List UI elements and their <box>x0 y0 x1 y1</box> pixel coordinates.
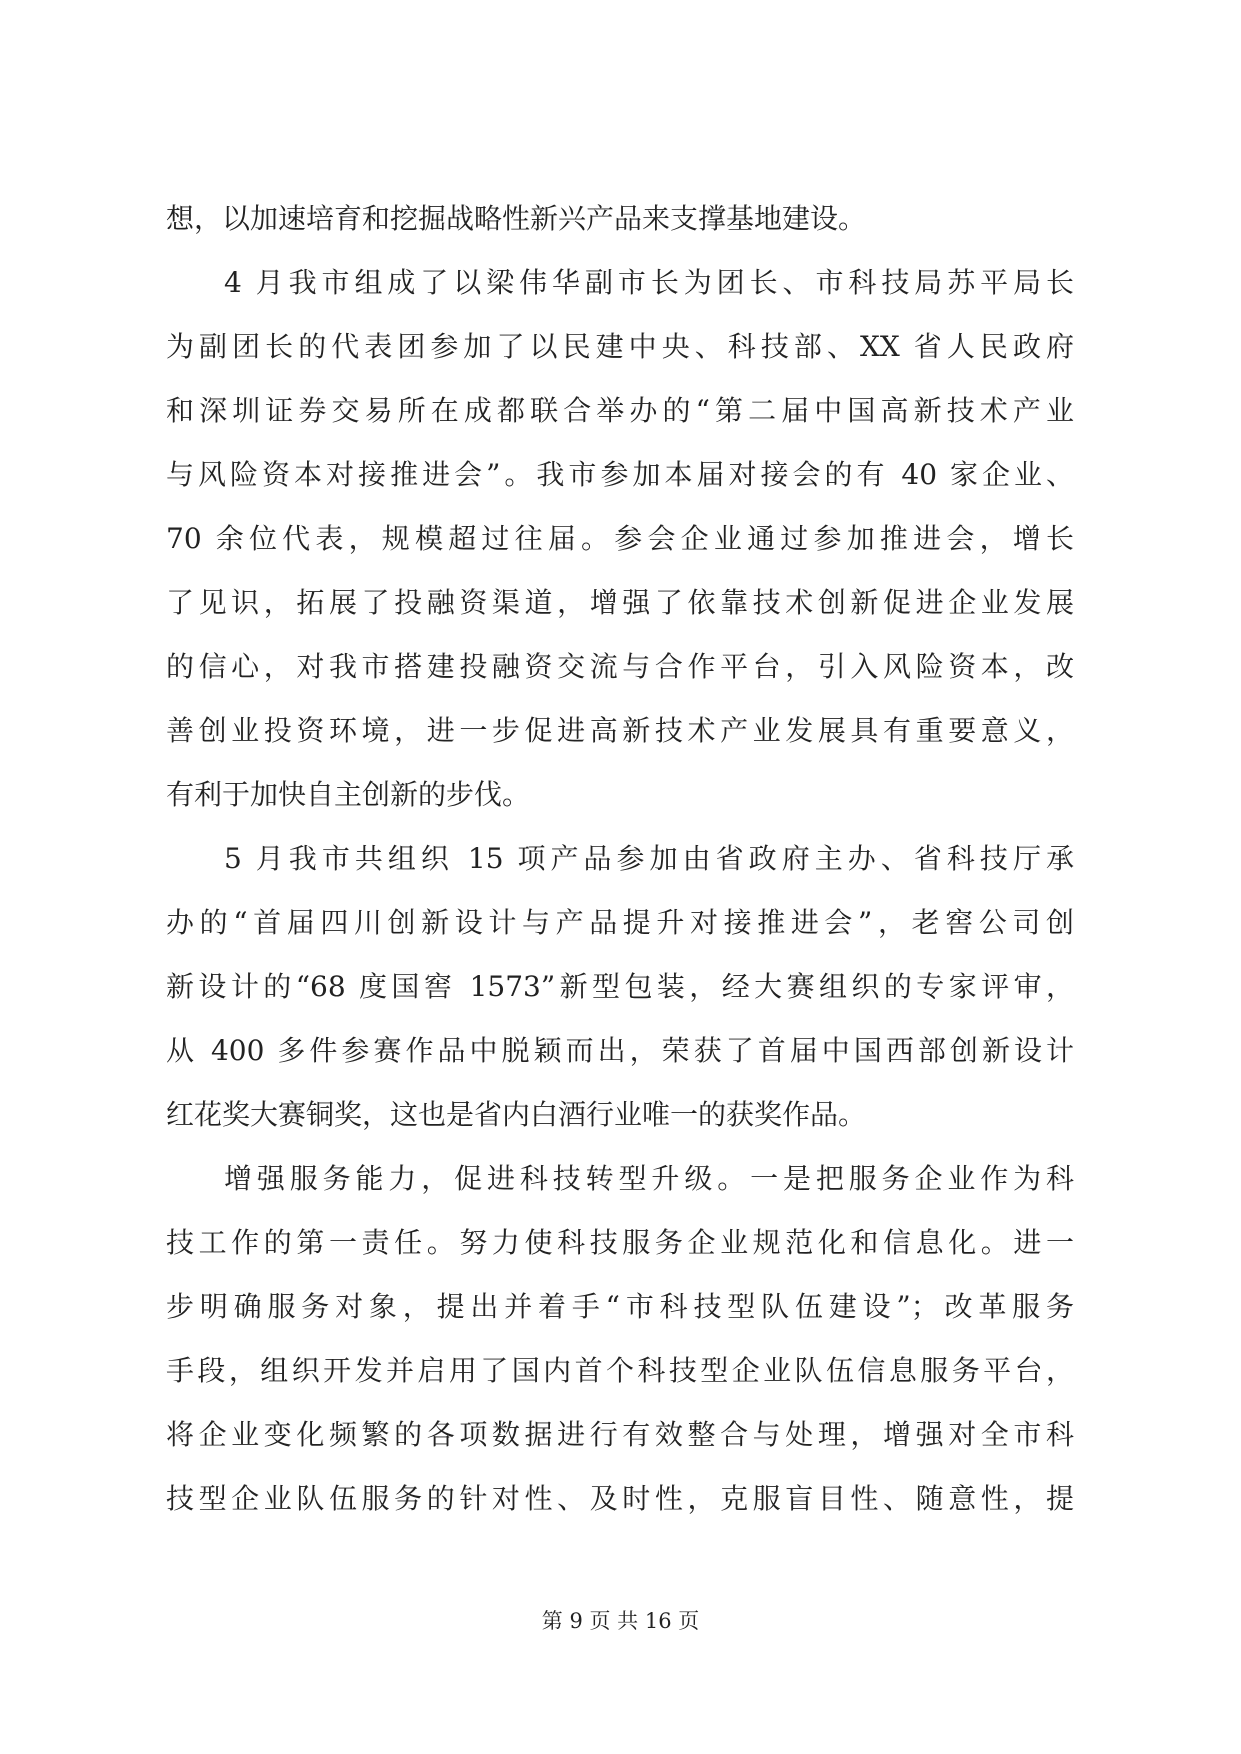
paragraph-line: 新设计的“68 度国窖 1573”新型包装，经大赛组织的专家评审， <box>166 970 1074 1003</box>
paragraph-line: 红花奖大赛铜奖，这也是省内白酒行业唯一的获奖作品。 <box>166 1098 867 1131</box>
page-footer <box>0 1608 1241 1634</box>
paragraph-line: 的信心，对我市搭建投融资交流与合作平台，引入风险资本，改 <box>166 650 1074 683</box>
paragraph-line: 与风险资本对接推进会”。我市参加本届对接会的有 40 家企业、 <box>166 458 1074 491</box>
paragraph-first-line: 5 月我市共组织 15 项产品参加由省政府主办、省科技厅承 <box>224 842 1074 875</box>
document-body <box>166 201 1074 1545</box>
paragraph-line: 了见识，拓展了投融资渠道，增强了依靠技术创新促进企业发展 <box>166 586 1074 619</box>
paragraph-line: 和深圳证券交易所在成都联合举办的“第二届中国高新技术产业 <box>166 394 1074 427</box>
paragraph-line: 将企业变化频繁的各项数据进行有效整合与处理，增强对全市科 <box>166 1418 1074 1451</box>
paragraph-line: 办的“首届四川创新设计与产品提升对接推进会”，老窖公司创 <box>166 906 1074 939</box>
paragraph-line: 想，以加速培育和挖掘战略性新兴产品来支撑基地建设。 <box>166 202 867 235</box>
paragraph-line: 从 400 多件参赛作品中脱颖而出，荣获了首届中国西部创新设计 <box>166 1034 1074 1067</box>
paragraph-line: 为副团长的代表团参加了以民建中央、科技部、XX 省人民政府 <box>166 330 1074 363</box>
paragraph-line: 技型企业队伍服务的针对性、及时性，克服盲目性、随意性，提 <box>166 1482 1074 1515</box>
paragraph-line: 有利于加快自主创新的步伐。 <box>166 778 531 811</box>
paragraph-line: 手段，组织开发并启用了国内首个科技型企业队伍信息服务平台， <box>166 1354 1074 1387</box>
paragraph-line: 步明确服务对象，提出并着手“市科技型队伍建设”；改革服务 <box>166 1290 1074 1323</box>
paragraph-first-line: 4 月我市组成了以梁伟华副市长为团长、市科技局苏平局长 <box>224 266 1074 299</box>
paragraph-line: 技工作的第一责任。努力使科技服务企业规范化和信息化。进一 <box>166 1226 1074 1259</box>
page-number-label: 第 9 页 共 16 页 <box>541 1609 700 1633</box>
paragraph-line: 善创业投资环境，进一步促进高新技术产业发展具有重要意义， <box>166 714 1074 747</box>
paragraph-line: 70 余位代表，规模超过往届。参会企业通过参加推进会，增长 <box>166 522 1074 555</box>
paragraph-first-line: 增强服务能力，促进科技转型升级。一是把服务企业作为科 <box>224 1162 1074 1195</box>
